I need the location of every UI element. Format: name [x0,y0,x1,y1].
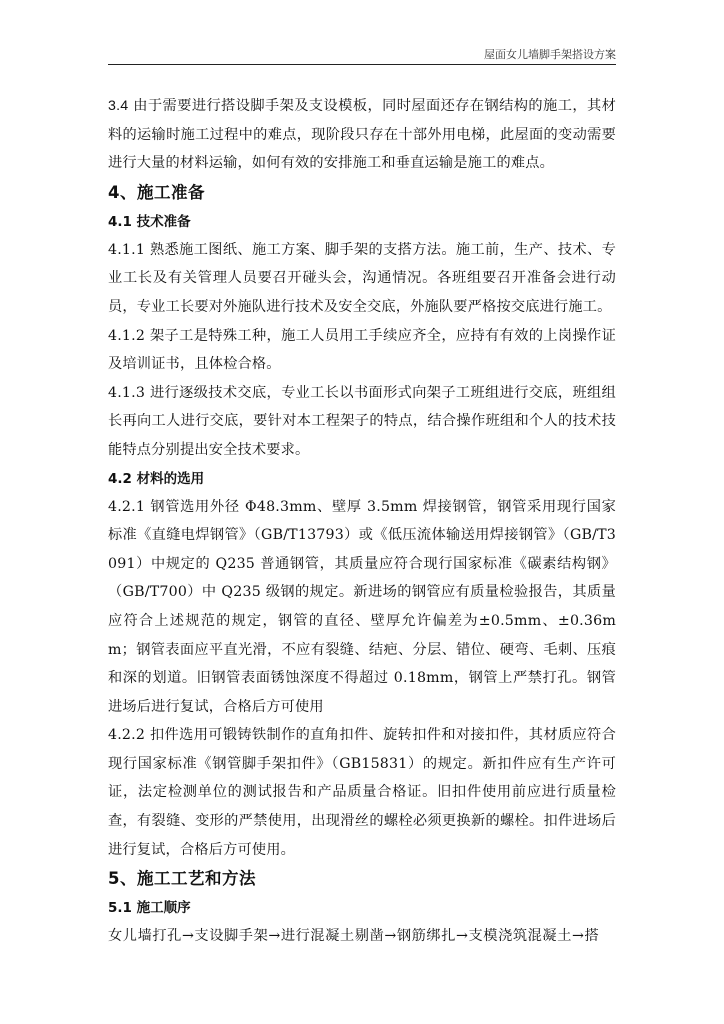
paragraph-4-1-3: 4.1.3 进行逐级技术交底，专业工长以书面形式向架子工班组进行交底，班组组长再向工人进行交底，要针对本工程架子的特点，结合操作班组和个人的技术技能特点分别提出安全技术要求。 [108,384,616,458]
header-title: 屋面女儿墙脚手架搭设方案 [484,48,616,61]
paragraph-4-1-2: 4.1.2 架子工是特殊工种，施工人员用工手续应齐全，应持有有效的上岗操作证及培训证书，且体检合格。 [108,327,616,373]
heading-5-1: 5.1 施工顺序 [108,900,191,917]
document-body [108,92,616,951]
heading-section-5: 5、施工工艺和方法 [108,869,256,889]
paragraph-text: 由于需要进行搭设脚手架及支设模板，同时屋面还存在钢结构的施工，其材料的运输时施工过程中的难点，现阶段只存在十部外用电梯，此屋面的变动需要进行大量的材料运输，如何有效的安排施工和垂直运输是施工的难点。 [108,98,616,172]
heading-4-2: 4.2 材料的选用 [108,470,205,487]
construction-sequence-line: 女儿墙打孔→支设脚手架→进行混凝土剔凿→钢筋绑扎→支模浇筑混凝土→搭 [108,928,600,945]
paragraph-4-1-1: 4.1.1 熟悉施工图纸、施工方案、脚手架的支搭方法。施工前，生产、技术、专业工长及有关管理人员要召开碰头会，沟通情况。各班组要召开准备会进行动员，专业工长要对外施队进行技术及安全交底，外施队要严格按交底进行施工。 [108,241,616,315]
paragraph-4-2-2: 4.2.2 扣件选用可锻铸铁制作的直角扣件、旋转扣件和对接扣件，其材质应符合现行国家标准《钢管脚手架扣件》（GB15831）的规定。新扣件应有生产许可证，法定检测单位的测试报告和产品质量合格证。旧扣件使用前应进行质量检查，有裂缝、变形的严禁使用，出现滑丝的螺栓必须更换新的螺栓。扣件进场后进行复试，合格后方可使用。 [108,727,616,858]
heading-4-1: 4.1 技术准备 [108,213,191,230]
paragraph-4-2-1: 4.2.1 钢管选用外径 Φ48.3mm、壁厚 3.5mm 焊接钢管，钢管采用现行国家标准《直缝电焊钢管》（GB/T13793）或《低压流体输送用焊接钢管》（GB/T3091）中规定的 Q235 普通钢管，其质量应符合现行国家标准《碳素结构钢》（GB/T700）中 Q235 级钢的规定。新进场的钢管应有质量检验报告，其质量应符合上述规范的规定，钢管的直径、壁厚允许偏差为±0.5mm、±0.36mm；钢管表面应平直光滑，不应有裂缝、结疤、分层、错位、硬弯、毛刺、压痕和深的划道。旧钢管表面锈蚀深度不得超过 0.18mm，钢管上严禁打孔。钢管进场后进行复试，合格后方可使用 [108,498,616,715]
heading-section-4: 4、施工准备 [108,182,205,202]
page-header [108,44,616,65]
paragraph-3-4 [108,92,616,178]
section-number: 3.4 [108,98,129,114]
